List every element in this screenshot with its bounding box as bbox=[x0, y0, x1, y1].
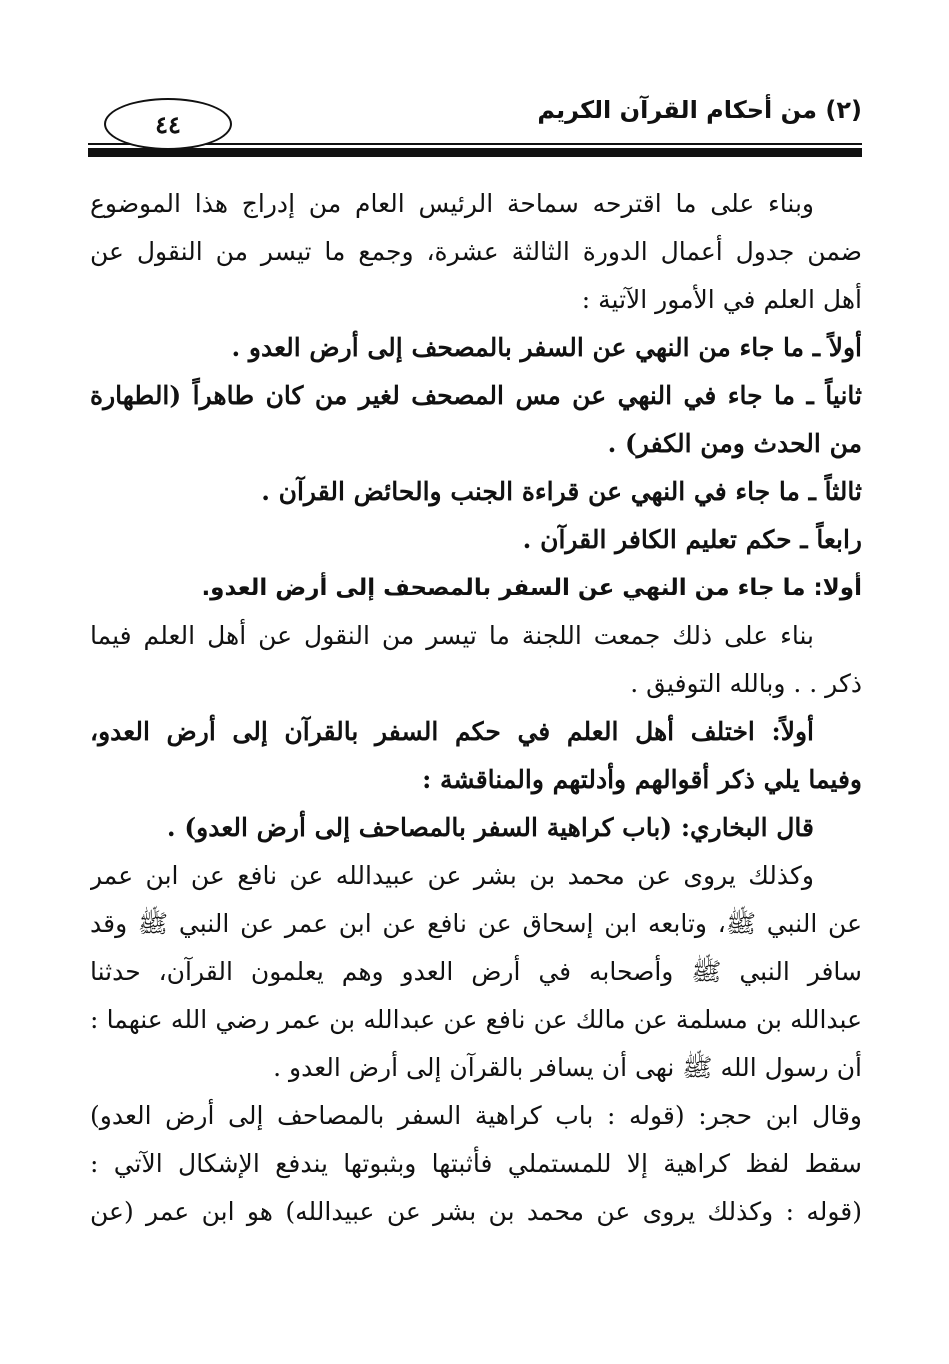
body-line: عبدالله بن مسلمة عن مالك عن نافع عن عبدالله بن عمر رضي الله عنهما : bbox=[90, 1005, 862, 1034]
body-line: وقال ابن حجر: (قوله : باب كراهية السفر بالمصاحف إلى أرض العدو) bbox=[90, 1101, 862, 1130]
body-line: أن رسول الله ﷺ نهى أن يسافر بالقرآن إلى أرض العدو . bbox=[273, 1053, 862, 1082]
body-line: سافر النبي ﷺ وأصحابه في أرض العدو وهم يعلمون القرآن، حدثنا bbox=[90, 957, 862, 986]
body-line: ضمن جدول أعمال الدورة الثالثة عشرة، وجمع ما تيسر من النقول عن bbox=[90, 237, 862, 266]
body-line: عن النبي ﷺ، وتابعه ابن إسحاق عن نافع عن ابن عمر عن النبي ﷺ وقد bbox=[90, 909, 862, 938]
page-number: ٤٤ bbox=[104, 98, 232, 150]
list-item: أولاً ـ ما جاء من النهي عن السفر بالمصحف إلى أرض العدو . bbox=[231, 333, 862, 362]
section-heading: أولا: ما جاء من النهي عن السفر بالمصحف إلى أرض العدو. bbox=[201, 575, 862, 601]
body-line: بناء على ذلك جمعت اللجنة ما تيسر من النقول عن أهل العلم فيما bbox=[90, 621, 814, 650]
body-text bbox=[90, 180, 862, 1236]
quote-heading: قال البخاري: (باب كراهية السفر بالمصاحف إلى أرض العدو) . bbox=[166, 813, 814, 842]
body-line-bold: أولاً: اختلف أهل العلم في حكم السفر بالقرآن إلى أرض العدو، bbox=[90, 717, 814, 746]
body-line: وكذلك يروى عن محمد بن بشر عن عبيدالله عن نافع عن ابن عمر bbox=[90, 861, 814, 890]
list-item: رابعاً ـ حكم تعليم الكافر القرآن . bbox=[522, 525, 862, 554]
body-line-bold: وفيما يلي ذكر أقوالهم وأدلتهم والمناقشة : bbox=[422, 765, 862, 794]
running-title: (٢) من أحكام القرآن الكريم bbox=[537, 96, 862, 124]
body-line: أهل العلم في الأمور الآتية : bbox=[581, 285, 862, 314]
list-item: ثانياً ـ ما جاء في النهي عن مس المصحف لغير من كان طاهراً (الطهارة bbox=[90, 381, 862, 410]
body-line: سقط لفظ كراهية إلا للمستملي فأثبتها وبثبوتها يندفع الإشكال الآتي : bbox=[90, 1149, 862, 1178]
body-line: ذكر . . وبالله التوفيق . bbox=[630, 669, 862, 698]
body-line: (قوله : وكذلك يروى عن محمد بن بشر عن عبيدالله) هو ابن عمر (عن bbox=[90, 1197, 862, 1226]
page-header bbox=[88, 86, 862, 161]
list-item: ثالثاً ـ ما جاء في النهي عن قراءة الجنب والحائض القرآن . bbox=[261, 477, 862, 506]
list-item-continuation: من الحدث ومن الكفر) . bbox=[607, 429, 862, 458]
header-rule-thick bbox=[88, 148, 862, 157]
body-line: وبناء على ما اقترحه سماحة الرئيس العام من إدراج هذا الموضوع bbox=[90, 189, 814, 218]
